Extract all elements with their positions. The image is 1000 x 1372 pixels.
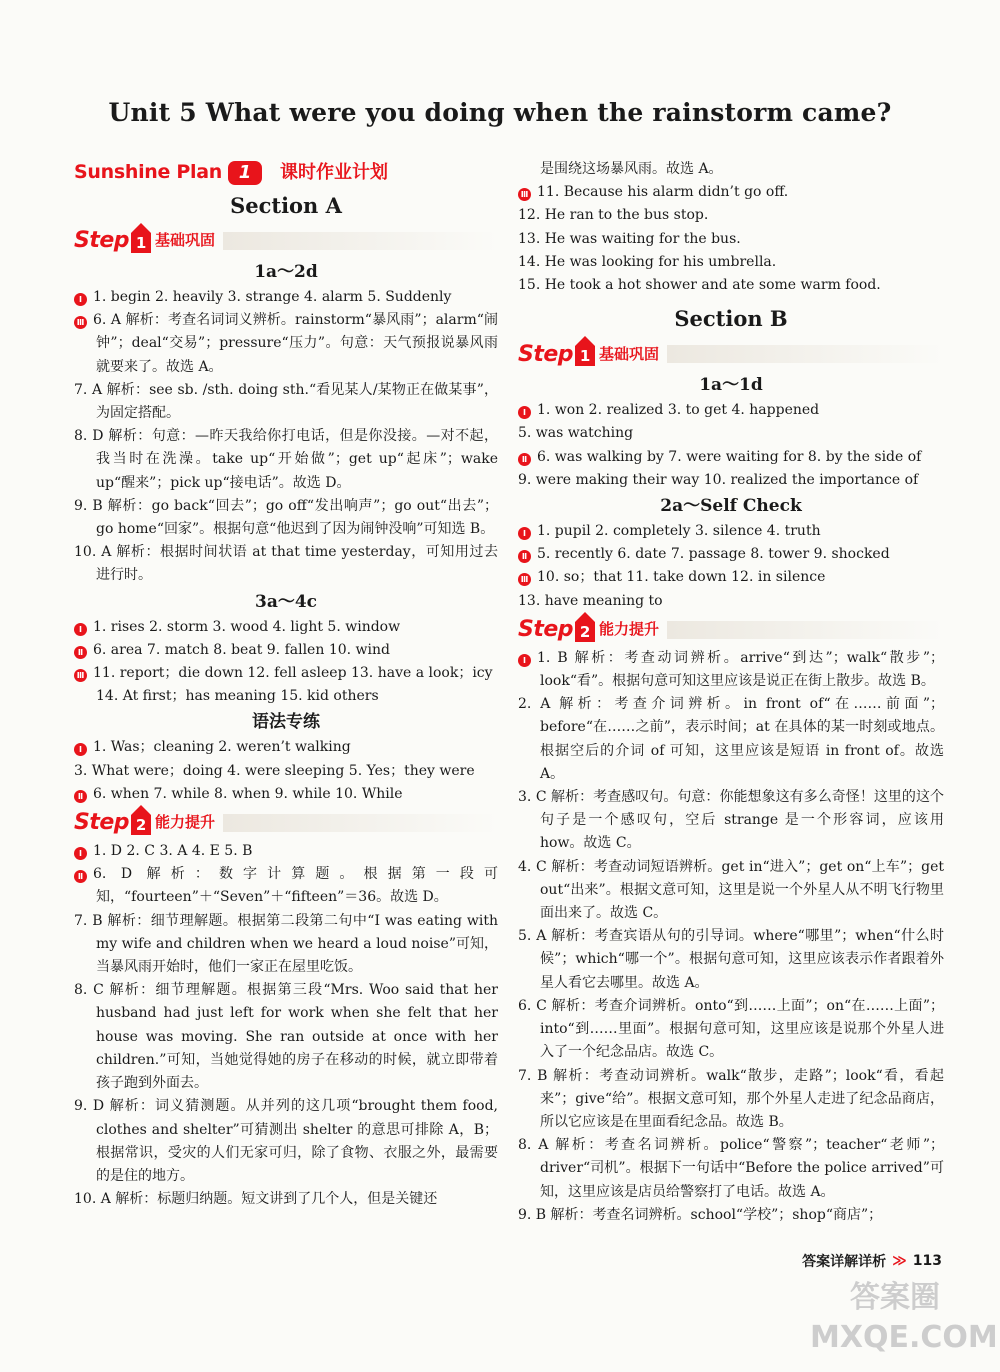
- marker-two-icon: Ⅱ: [518, 550, 531, 563]
- answer-line: 8. C 解析：细节理解题。根据第三段“Mrs. Woo said that her husband had just left for work when she felt that her house was moving. She ran outside at once with her children.”可知，当她觉得她的房子在移动的时候，就立即带着孩子跑到外面去。: [74, 982, 498, 1092]
- sub-1a-2d: 1a～2d: [254, 262, 318, 282]
- answer-line: Ⅰ 1. Was；cleaning 2. weren’t walking: [74, 736, 498, 759]
- answer-line: Ⅲ 11. Because his alarm didn’t go off.: [518, 181, 944, 204]
- answer-line: Ⅰ 1. begin 2. heavily 3. strange 4. alarm 5. Suddenly: [74, 286, 498, 309]
- answer-line: 9. were making their way 10. realized the importance of: [518, 471, 919, 488]
- page-number: 113: [912, 1253, 942, 1269]
- answer-line: Ⅲ 10. so；that 11. take down 12. in silence: [518, 566, 944, 589]
- left-column: [74, 158, 498, 1211]
- sunshine-plan-banner: [74, 158, 498, 188]
- answer-line: Ⅰ 1. won 2. realized 3. to get 4. happened: [518, 399, 944, 422]
- sub-grammar: 语法专练: [252, 712, 320, 733]
- step-1-header: Step 1 基础巩固: [518, 337, 944, 371]
- footer-label: 答案详解详析: [802, 1254, 887, 1270]
- double-chevron-icon: ≫: [892, 1253, 907, 1269]
- answer-line: 14. He was looking for his umbrella.: [518, 253, 777, 270]
- marker-two-icon: Ⅱ: [518, 453, 531, 466]
- answer-line: 9. B 解析：go back“回去”；go off“发出响声”；go out“出去”；go home“回家”。根据句意“他迟到了因为闹钟没响”可知选 B。: [74, 497, 498, 538]
- answer-line: 4. C 解析：考查动词短语辨析。get in“进入”；get on“上车”；get out“出来”。根据文意可知，这里是说一个外星人从不明飞行物里面出来了。故选 C。: [518, 858, 944, 922]
- sub-2a-self-check: 2a～Self Check: [660, 496, 802, 517]
- answer-line: Ⅰ 1. pupil 2. completely 3. silence 4. truth: [518, 520, 944, 543]
- right-column: [518, 158, 944, 1227]
- answer-line: 7. B 解析：考查动词辨析。walk“散步，走路”；look“看，看起来”；give“给”。根据文意可知，那个外星人走进了纪念品商店，所以它应该是在里面看纪念品。故选 B。: [518, 1067, 944, 1130]
- marker-three-icon: Ⅲ: [518, 573, 531, 586]
- marker-one-icon: Ⅰ: [74, 847, 87, 860]
- answer-line: 8. D 解析：句意：—昨天我给你打电话，但是你没接。—对不起，我当时在洗澡。take up“开始做”；get up“起床”；wake up“醒来”；pick up“接电话”。故选 D。: [74, 428, 498, 491]
- answer-line: Ⅰ 1. D 2. C 3. A 4. E 5. B: [74, 840, 498, 863]
- answer-line: 6. C 解析：考查介词辨析。onto“到……上面”；on“在……上面”；into“到……里面”。根据句意可知，这里应该是说那个外星人进入了一个纪念品店。故选 C。: [518, 997, 944, 1061]
- answer-line: 8. A 解析：考查名词辨析。police“警察”；teacher“老师”；driver“司机”。根据下一句话中“Before the police arrived”可知，这里应该是店员给警察打了电话。故选 A。: [518, 1137, 944, 1200]
- answer-line: 7. B 解析：细节理解题。根据第二段第二句中“I was eating with my wife and children when we heard a loud noise”可知，当暴风雨开始时，他们一家正在屋里吃饭。: [74, 912, 498, 976]
- answer-line: 13. He was waiting for the bus.: [518, 230, 741, 247]
- marker-three-icon: Ⅲ: [74, 316, 87, 329]
- step-arrow-icon: 2: [131, 811, 151, 835]
- answer-line: Ⅱ 6. when 7. while 8. when 9. while 10. While: [74, 783, 498, 806]
- answer-line: 15. He took a hot shower and ate some warm food.: [518, 277, 881, 294]
- answer-line: 10. A 解析：标题归纳题。短文讲到了几个人，但是关键还: [74, 1191, 438, 1208]
- step-2-header: Step 2 能力提升: [74, 806, 498, 840]
- answer-line: 10. A 解析：根据时间状语 at that time yesterday，可知用过去进行时。: [74, 544, 498, 584]
- answer-line: 12. He ran to the bus stop.: [518, 207, 709, 224]
- answer-line: 9. D 解析：词义猜测题。从并列的这几项“brought them food, clothes and shelter”可猜测出 shelter 的意思可排除 A，B；根据常识，受灾的人们无家可归，除了食物、衣服之外，最需要的是住的地方。: [74, 1098, 498, 1184]
- answer-line: 3. What were；doing 4. were sleeping 5. Yes；they were: [74, 762, 475, 779]
- step-arrow-icon: 2: [575, 618, 595, 642]
- banner-plan-cn: 课时作业计划: [280, 162, 388, 184]
- answer-line: Ⅰ 1. rises 2. storm 3. wood 4. light 5. window: [74, 616, 498, 639]
- answer-line: 7. A 解析：see sb. /sth. doing sth.“看见某人/某物正在做某事”，为固定搭配。: [74, 381, 498, 422]
- marker-one-icon: Ⅰ: [518, 406, 531, 419]
- section-b-title: Section B: [674, 306, 788, 332]
- answer-line: Ⅱ 5. recently 6. date 7. passage 8. tower 9. shocked: [518, 543, 944, 566]
- marker-one-icon: Ⅰ: [74, 743, 87, 756]
- step-arrow-icon: 1: [575, 342, 595, 366]
- marker-two-icon: Ⅱ: [74, 870, 87, 883]
- step-arrow-icon: 1: [131, 229, 151, 253]
- answer-line: 3. C 解析：考查感叹句。句意：你能想象这有多么奇怪！这里的这个句子是一个感叹句，空后 strange 是一个形容词，应该用 how。故选 C。: [518, 789, 944, 852]
- banner-plan-text: Sunshine Plan: [74, 161, 222, 184]
- answer-line: 14. At first；has meaning 15. kid others: [96, 688, 379, 705]
- sub-1a-1d: 1a～1d: [699, 375, 763, 396]
- marker-three-icon: Ⅲ: [74, 669, 87, 682]
- answer-line: 13. have meaning to: [518, 592, 663, 609]
- step-2-header: Step 2 能力提升: [518, 613, 944, 647]
- marker-three-icon: Ⅲ: [518, 188, 531, 201]
- answer-line: Ⅲ 6. A 解析：考查名词词义辨析。rainstorm“暴风雨”；alarm“闹钟”；deal“交易”；pressure“压力”。句意：天气预报说暴风雨就要来了。故选 A。: [74, 309, 498, 379]
- answer-line: Ⅱ 6. was walking by 7. were waiting for 8. by the side of: [518, 446, 944, 469]
- banner-plan-number: 1: [228, 161, 262, 185]
- marker-two-icon: Ⅱ: [74, 646, 87, 659]
- marker-one-icon: Ⅰ: [518, 654, 531, 667]
- answer-line: Ⅱ 6. area 7. match 8. beat 9. fallen 10. wind: [74, 639, 498, 662]
- marker-two-icon: Ⅱ: [74, 790, 87, 803]
- watermark-logo: 答案圈 MXQE.COM: [810, 1280, 998, 1355]
- step-1-header: Step 1 基础巩固: [74, 224, 498, 258]
- page-title: Unit 5 What were you doing when the rainstorm came?: [108, 98, 892, 127]
- marker-one-icon: Ⅰ: [74, 293, 87, 306]
- sub-3a-4c: 3a～4c: [254, 591, 318, 612]
- page-footer: [802, 1251, 942, 1271]
- answer-line: 9. B 解析：考查名词辨析。school“学校”；shop“商店”；: [518, 1206, 883, 1223]
- answer-line: 5. A 解析：考查宾语从句的引导词。where“哪里”；when“什么时候”；which“哪一个”。根据句意可知，这里应该表示作者跟着外星人看它去哪里。故选 A。: [518, 928, 944, 991]
- marker-one-icon: Ⅰ: [518, 527, 531, 540]
- answer-line: Ⅱ 6. D 解析：数字计算题。根据第一段可知，“fourteen”＋“Seven”＋“fifteen”＝36。故选 D。: [74, 863, 498, 909]
- answer-line: Ⅰ 1. B 解析：考查动词辨析。arrive“到达”；walk“散步”；look“看”。根据句意可知这里应该是说正在街上散步。故选 B。: [518, 647, 944, 693]
- answer-line: Ⅲ 11. report；die down 12. fell asleep 13. have a look；icy: [74, 662, 498, 685]
- marker-one-icon: Ⅰ: [74, 623, 87, 636]
- answer-line: 5. was watching: [518, 425, 634, 442]
- section-a-title: Section A: [230, 193, 342, 218]
- answer-line: 2. A 解析：考查介词辨析。in front of“在……前面”；before“在……之前”，表示时间；at 在具体的某一时刻或地点。根据空后的介词 of 可知，这里应该是短语 in front of。故选 A。: [518, 696, 944, 782]
- answer-line: 是围绕这场暴风雨。故选 A。: [540, 161, 723, 177]
